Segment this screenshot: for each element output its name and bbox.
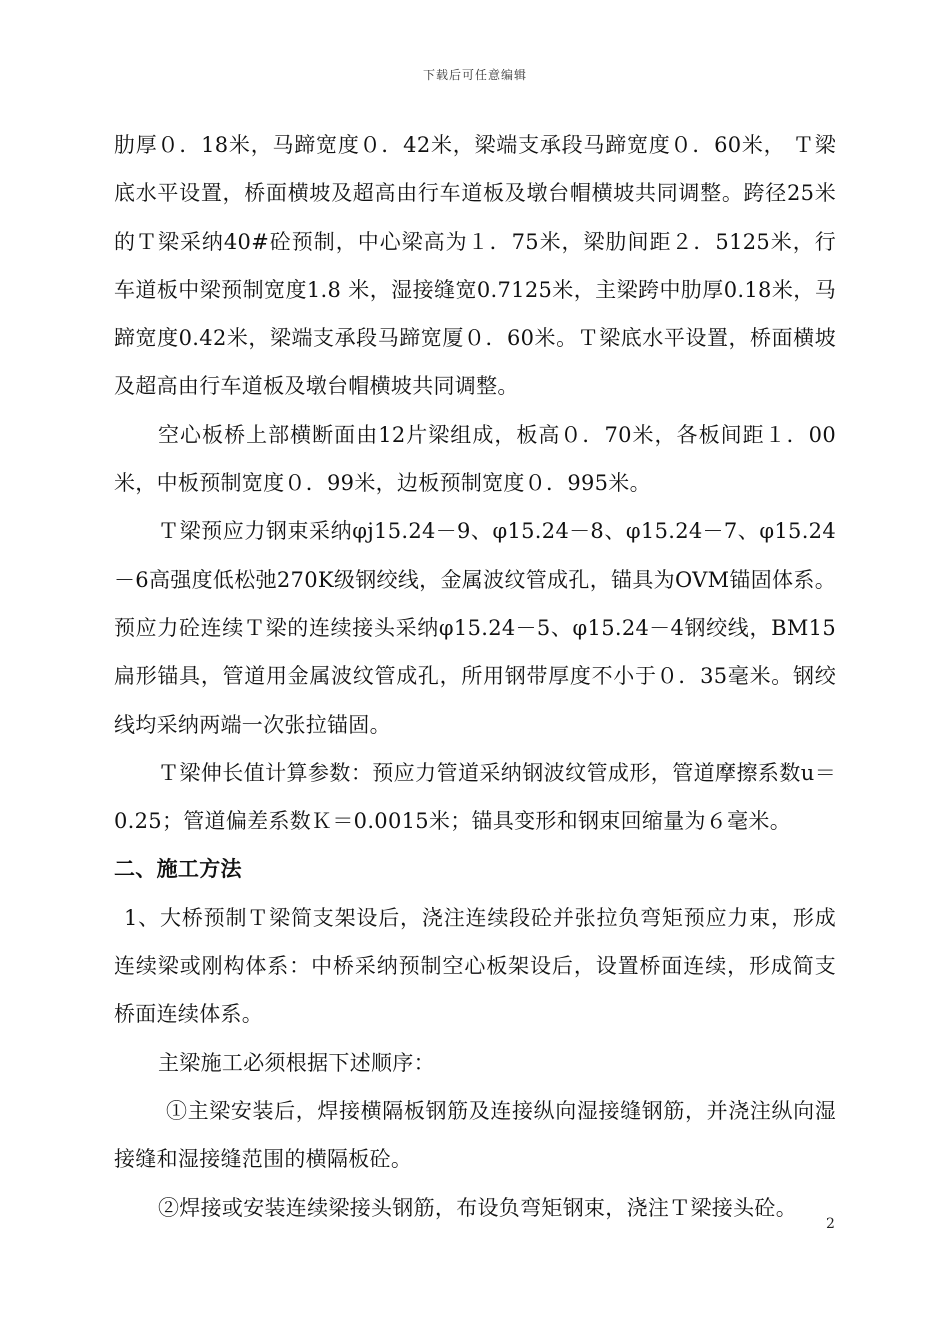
document-body — [114, 121, 836, 1232]
paragraph-hollow-slab: 空心板桥上部横断面由12片梁组成，板高０．70米，各板间距１．00米，中板预制宽度０．99米，边板预制宽度０．995米。 — [114, 422, 836, 496]
paragraph-t-beam-spec: 肋厚０．18米，马蹄宽度０．42米，梁端支承段马蹄宽度０．60米， Ｔ梁底水平设置，桥面横坡及超高由行车道板及墩台帽横坡共同调整。跨径25米的Ｔ梁采纳40#砼预制，中心梁高为１．75米，梁肋间距２．5125米，行车道板中梁预制宽度1.8 米，湿接缝宽0.7125米，主梁跨中肋厚0.18米，马蹄宽度0.42米，梁端支承段马蹄宽厦０．60米。Ｔ梁底水平设置，桥面横坡及超高由行车道板及墩台帽横坡共同调整。 — [114, 133, 836, 399]
paragraph-step-2: ②焊接或安装连续梁接头钢筋，布设负弯矩钢束，浇注Ｔ梁接头砼。 — [158, 1195, 797, 1220]
page-number: 2 — [826, 1216, 835, 1232]
paragraph-method-1: 1、大桥预制Ｔ梁简支架设后，浇注连续段砼并张拉负弯矩预应力束，形成连续梁或刚构体系：中桥采纳预制空心板架设后，设置桥面连续，形成简支桥面连续体系。 — [114, 905, 836, 1027]
paragraph-sequence-intro: 主梁施工必须根据下述顺序： — [158, 1050, 435, 1075]
section-heading-construction-method: 二、施工方法 — [114, 856, 242, 882]
paragraph-step-1: ①主梁安装后，焊接横隔板钢筋及连接纵向湿接缝钢筋，并浇注纵向湿接缝和湿接缝范围的横隔板砼。 — [114, 1098, 836, 1172]
paragraph-elongation-params: Ｔ梁伸长值计算参数：预应力管道采纳钢波纹管成形，管道摩擦系数u＝0.25；管道偏差系数Ｋ＝0.0015米；锚具变形和钢束回缩量为６毫米。 — [114, 760, 836, 834]
paragraph-prestress-tendons: Ｔ梁预应力钢束采纳φj15.24－9、φ15.24－8、φ15.24－7、φ15.24－6高强度低松弛270K级钢绞线，金属波纹管成孔，锚具为OVM锚固体系。预应力砼连续Ｔ梁的连续接头采纳φ15.24－5、φ15.24－4钢绞线，BM15扁形锚具，管道用金属波纹管成孔，所用钢带厚度不小于０．35毫米。钢绞线均采纳两端一次张拉锚固。 — [114, 519, 836, 737]
page-header-note: 下载后可任意编辑 — [422, 68, 527, 82]
